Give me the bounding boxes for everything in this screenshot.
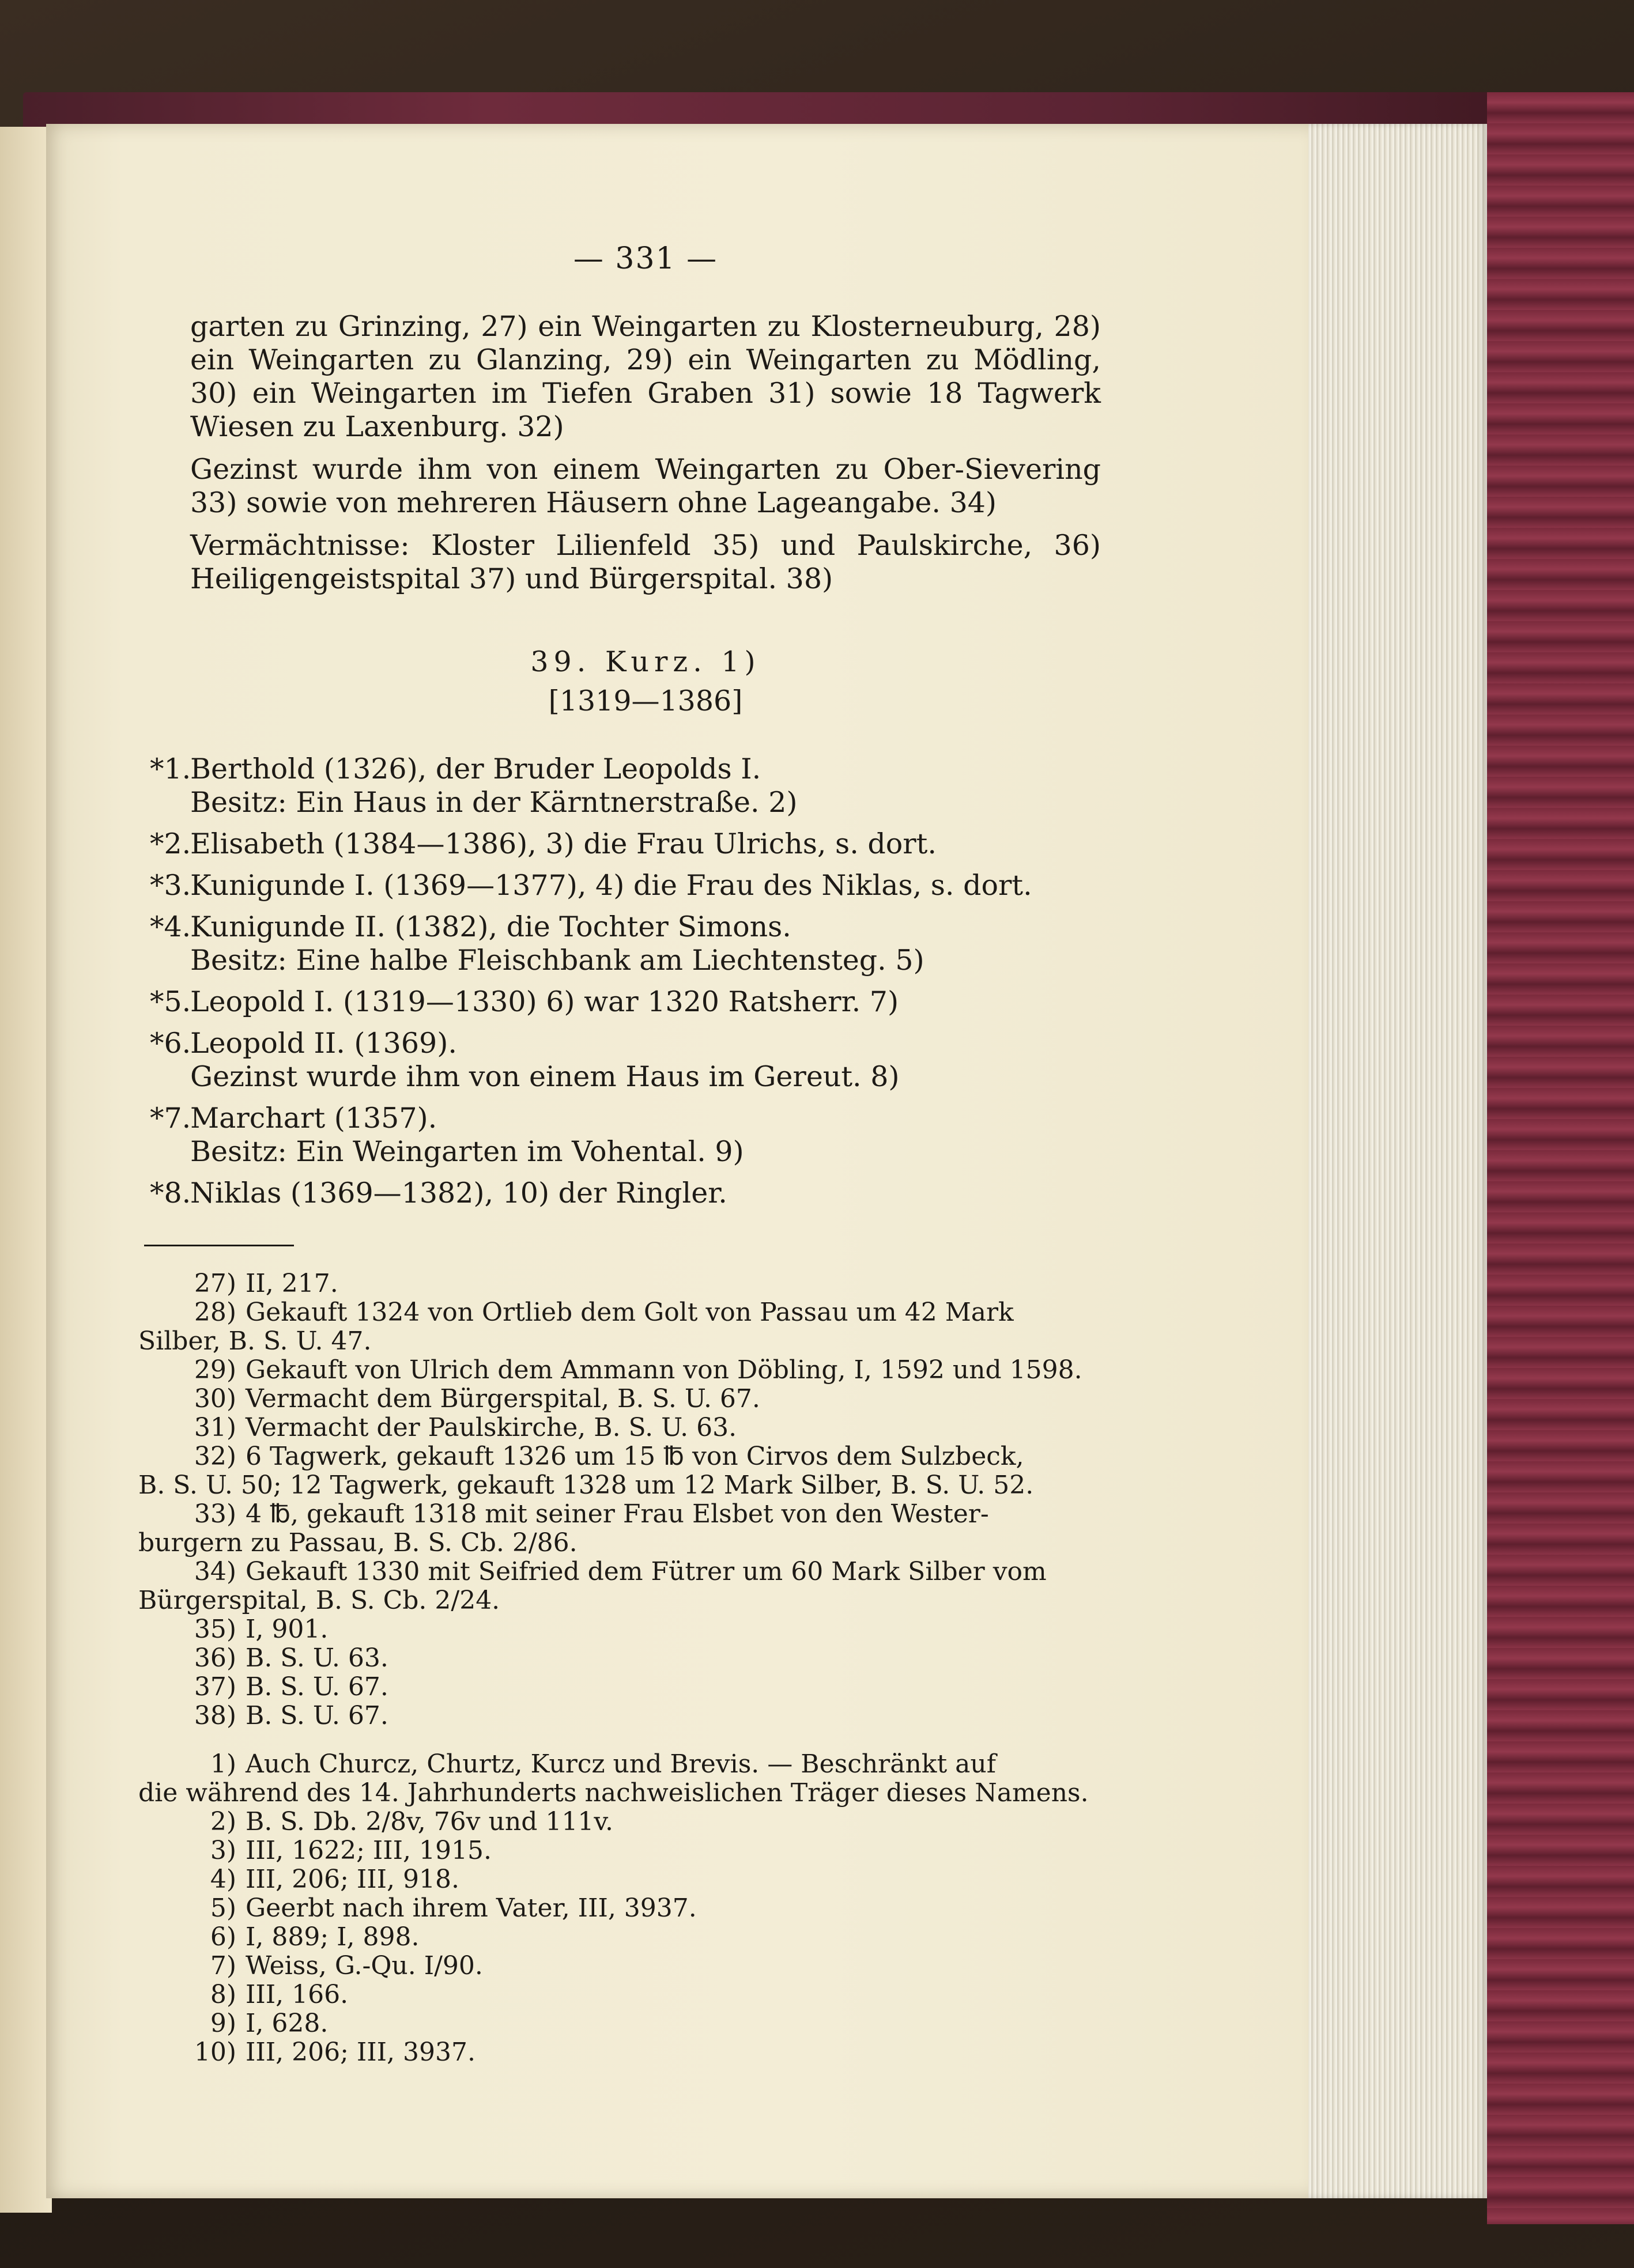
- footnote-marker: 37): [194, 1672, 236, 1702]
- footnote-marker: 33): [194, 1499, 236, 1529]
- footnote-text: Auch Churcz, Churtz, Kurcz und Brevis. — Beschränkt auf: [246, 1749, 996, 1779]
- intro-paragraph-2: Gezinst wurde ihm von einem Weingarten zu Ober-Sievering 33) sowie von mehreren Häusern ohne Lageangabe. 34): [190, 453, 1101, 519]
- footnote-text: B. S. U. 63.: [246, 1643, 388, 1673]
- footnote-text: 6 Tagwerk, gekauft 1326 um 15 ℔ von Cirvos dem Sulzbeck,: [246, 1442, 1024, 1471]
- entry-detail: Besitz: Eine halbe Fleischbank am Liechtensteg. 5): [190, 944, 924, 977]
- footnote-text: III, 206; III, 3937.: [246, 2038, 476, 2067]
- footnote-marker: 6): [210, 1922, 236, 1952]
- entry-number: *5.: [150, 985, 191, 1018]
- footnote-marker: 30): [194, 1384, 236, 1413]
- list-item: [150, 753, 1101, 819]
- page-edges: [1308, 124, 1487, 2198]
- entry-text: Marchart (1357).: [190, 1102, 437, 1135]
- footnote-text: III, 206; III, 918.: [246, 1865, 459, 1894]
- page-content: [138, 241, 1101, 2067]
- footnote: [190, 1385, 1101, 1413]
- footnote-marker: 9): [210, 2009, 236, 2038]
- footnote-text: III, 166.: [246, 1980, 349, 2009]
- footnote-text: Gekauft 1330 mit Seifried dem Fütrer um 60 Mark Silber vom: [246, 1557, 1047, 1586]
- footnote-marker: 38): [194, 1701, 236, 1730]
- entry-number: *2.: [150, 827, 191, 860]
- footnotes-group-b: [138, 1749, 1101, 2067]
- footnote-marker: 3): [210, 1836, 236, 1865]
- footnote-continuation: B. S. U. 50; 12 Tagwerk, gekauft 1328 um 12 Mark Silber, B. S. U. 52.: [138, 1471, 1034, 1500]
- footnote: [190, 1952, 1101, 1980]
- footnote: [190, 1615, 1101, 1644]
- footnote-marker: 10): [194, 2038, 236, 2067]
- list-item: [150, 1102, 1101, 1169]
- entry-text: Elisabeth (1384—1386), 3) die Frau Ulrichs, s. dort.: [190, 827, 937, 860]
- footnote-marker: 4): [210, 1865, 236, 1894]
- footnote-text: III, 1622; III, 1915.: [246, 1836, 492, 1865]
- footnote: [190, 2009, 1101, 2038]
- entry-text: Berthold (1326), der Bruder Leopolds I.: [190, 753, 761, 785]
- footnote-marker: 32): [194, 1442, 236, 1471]
- list-item: [150, 827, 1101, 861]
- footnote: [190, 1923, 1101, 1952]
- list-item: [150, 1027, 1101, 1094]
- footnote: [190, 2038, 1101, 2067]
- entry-number: *1.: [150, 753, 191, 785]
- intro-paragraph-3: Vermächtnisse: Kloster Lilienfeld 35) und Paulskirche, 36) Heiligengeistspital 37) und Bürgerspital. 38): [190, 529, 1101, 595]
- footnote: [190, 1269, 1101, 1298]
- footnote: [190, 1980, 1101, 2009]
- entry-text: Kunigunde I. (1369—1377), 4) die Frau des Niklas, s. dort.: [190, 869, 1032, 902]
- footnote: [190, 1298, 1101, 1327]
- footnote-marker: 29): [194, 1355, 236, 1385]
- footnote-text: 4 ℔, gekauft 1318 mit seiner Frau Elsbet von den Wester-: [246, 1499, 989, 1529]
- footnote-text: Gekauft 1324 von Ortlieb dem Golt von Passau um 42 Mark: [246, 1298, 1014, 1327]
- footnote-marker: 28): [194, 1298, 236, 1327]
- entry-number: *3.: [150, 869, 191, 902]
- list-item: [150, 985, 1101, 1019]
- list-item: [150, 869, 1101, 902]
- footnote-text: Vermacht dem Bürgerspital, B. S. U. 67.: [246, 1384, 760, 1413]
- entry-text: Niklas (1369—1382), 10) der Ringler.: [190, 1177, 727, 1209]
- footnote-marker: 36): [194, 1643, 236, 1673]
- footnote-marker: 35): [194, 1615, 236, 1644]
- footnote: [190, 1808, 1101, 1836]
- entry-number: *6.: [150, 1027, 191, 1060]
- footnote-marker: 31): [194, 1413, 236, 1442]
- left-page-edge: [0, 127, 52, 2213]
- entry-text: Kunigunde II. (1382), die Tochter Simons.: [190, 910, 791, 943]
- footnote: [190, 1644, 1101, 1673]
- page-number: — 331 —: [573, 241, 718, 276]
- footnotes-group-a: [138, 1269, 1101, 1730]
- footnote-text: Gekauft von Ulrich dem Ammann von Döbling, I, 1592 und 1598.: [246, 1355, 1082, 1385]
- footnote-marker: 27): [194, 1269, 236, 1298]
- entry-number: *8.: [150, 1177, 191, 1209]
- footnote-marker: 8): [210, 1980, 236, 2009]
- footnote-text: Geerbt nach ihrem Vater, III, 3937.: [246, 1893, 697, 1923]
- footnote-marker: 1): [210, 1749, 236, 1779]
- footnote: [190, 1673, 1101, 1702]
- section-heading: 39. Kurz. 1): [530, 645, 761, 678]
- footnote-text: II, 217.: [246, 1269, 338, 1298]
- entry-detail: Besitz: Ein Weingarten im Vohental. 9): [190, 1135, 744, 1168]
- footnote-marker: 5): [210, 1893, 236, 1923]
- footnote: [190, 1413, 1101, 1442]
- footnote: [190, 1356, 1101, 1385]
- entry-text: Leopold II. (1369).: [190, 1027, 457, 1060]
- footnote: [190, 1836, 1101, 1865]
- footnote-marker: 7): [210, 1951, 236, 1980]
- footnote-continuation: Silber, B. S. U. 47.: [138, 1326, 372, 1356]
- entry-text: Leopold I. (1319—1330) 6) war 1320 Ratsherr. 7): [190, 985, 899, 1018]
- footnote: [190, 1702, 1101, 1730]
- book-binding: [1487, 92, 1634, 2224]
- entry-detail: Gezinst wurde ihm von einem Haus im Gereut. 8): [190, 1060, 900, 1093]
- footnote-continuation: die während des 14. Jahrhunderts nachweislichen Träger dieses Namens.: [138, 1778, 1089, 1808]
- footnote-text: I, 628.: [246, 2009, 329, 2038]
- list-item: [150, 1177, 1101, 1210]
- intro-paragraph-1: garten zu Grinzing, 27) ein Weingarten zu Klosterneuburg, 28) ein Weingarten zu Glanzing, 29) ein Weingarten zu Mödling, 30) ein Weingarten im Tiefen Graben 31) sowie 18 Tagwerk Wiesen zu Laxenburg. 32): [190, 310, 1101, 443]
- footnote: [190, 1500, 1101, 1529]
- footnote-text: Weiss, G.-Qu. I/90.: [246, 1951, 483, 1980]
- footnote-continuation: Bürgerspital, B. S. Cb. 2/24.: [138, 1586, 500, 1615]
- footnote-text: B. S. Db. 2/8v, 76v und 111v.: [246, 1807, 613, 1836]
- footnote: [190, 1750, 1101, 1779]
- footnote: [190, 1894, 1101, 1923]
- footnote-text: Vermacht der Paulskirche, B. S. U. 63.: [246, 1413, 737, 1442]
- footnote: [190, 1865, 1101, 1894]
- footnote-continuation: burgern zu Passau, B. S. Cb. 2/86.: [138, 1528, 578, 1558]
- footnote-text: B. S. U. 67.: [246, 1701, 388, 1730]
- footnote: [190, 1558, 1101, 1586]
- footnote-text: I, 901.: [246, 1615, 329, 1644]
- entry-detail: Besitz: Ein Haus in der Kärntnerstraße. 2): [190, 786, 798, 819]
- footnote-text: B. S. U. 67.: [246, 1672, 388, 1702]
- footnote-marker: 34): [194, 1557, 236, 1586]
- footnote: [190, 1442, 1101, 1471]
- footnote-divider: [144, 1245, 294, 1246]
- entry-list: [150, 753, 1101, 1210]
- entry-number: *7.: [150, 1102, 191, 1135]
- entry-number: *4.: [150, 910, 191, 943]
- section-years: [1319—1386]: [548, 685, 743, 717]
- list-item: [150, 910, 1101, 977]
- footnote-text: I, 889; I, 898.: [246, 1922, 420, 1952]
- footnote-marker: 2): [210, 1807, 236, 1836]
